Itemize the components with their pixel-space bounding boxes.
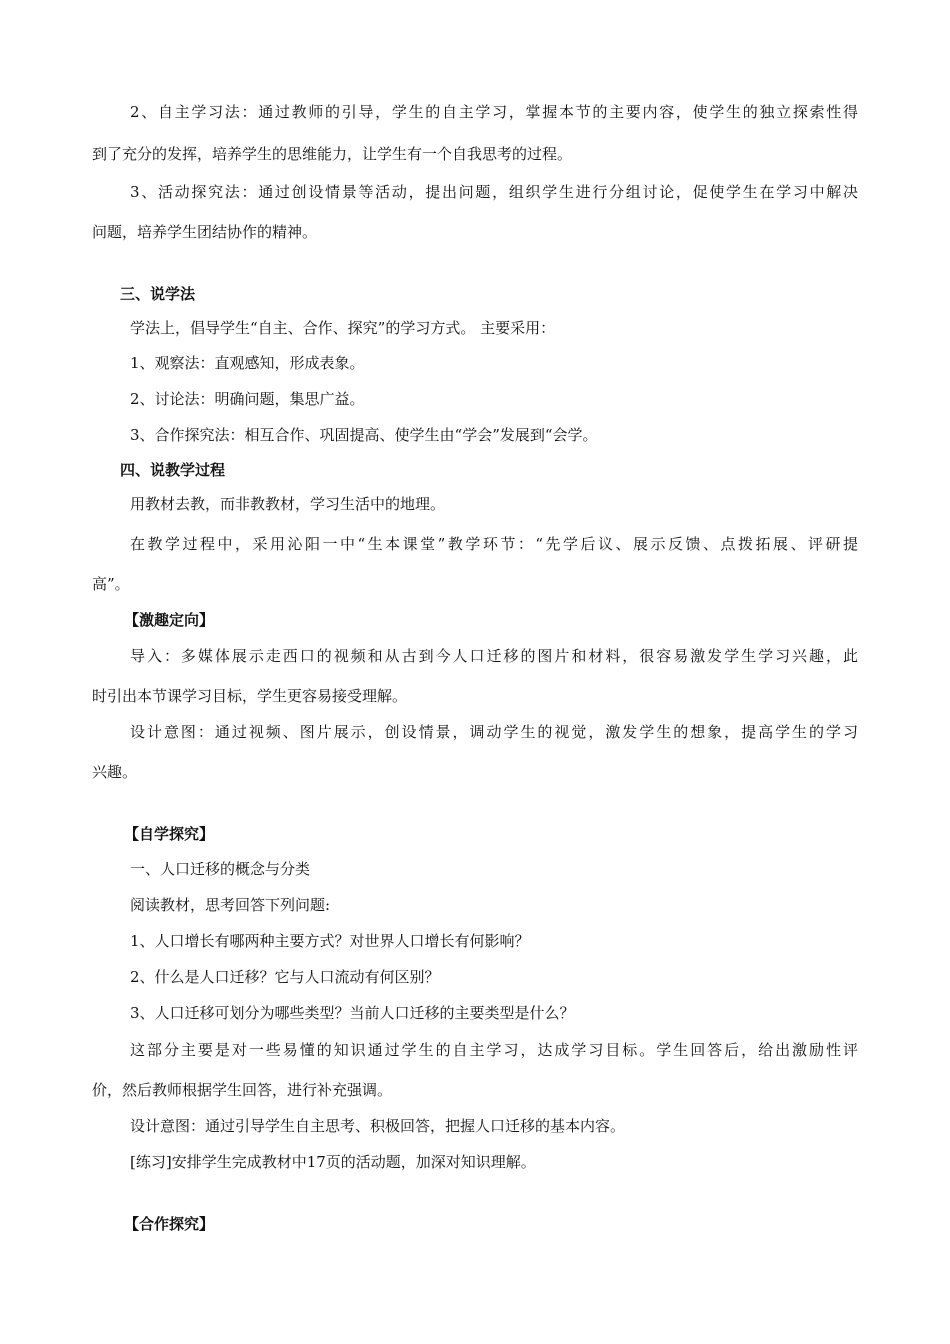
para-design-intent-1-line1: 设计意图：通过视频、图片展示，创设情景，调动学生的视觉，激发学生的想象，提高学生的学习 [130,723,858,741]
para-reading-questions: 阅读教材，思考回答下列问题: [130,896,331,914]
question-3: 3、人口迁移可划分为哪些类型？当前人口迁移的主要类型是什么？ [130,1004,575,1022]
para-observation-method: 1、观察法：直观感知，形成表象。 [130,354,365,372]
para-exercise: [练习]安排学生完成教材中17页的活动题，加深对知识理解。 [130,1153,536,1171]
para-self-study-summary-line1: 这部分主要是对一些易懂的知识通过学生的自主学习，达成学习目标。学生回答后，给出激励性评 [130,1041,858,1059]
heading-learning-methods: 三、说学法 [120,285,196,303]
para-activity-method-line1: 3、活动探究法：通过创设情景等活动，提出问题，组织学生进行分组讨论，促使学生在学习中解决 [130,183,858,201]
section-motivation: 【激趣定向】 [124,611,215,629]
para-design-intent-1-line2: 兴趣。 [92,763,138,781]
section-cooperative-inquiry: 【合作探究】 [124,1215,215,1233]
para-activity-method-line2: 问题，培养学生团结协作的精神。 [92,223,318,241]
para-self-study-method-line2: 到了充分的发挥，培养学生的思维能力，让学生有一个自我思考的过程。 [92,145,573,163]
section-self-study: 【自学探究】 [124,825,215,843]
para-introduction-line1: 导入：多媒体展示走西口的视频和从古到今人口迁移的图片和材料，很容易激发学生学习兴趣，此 [130,647,858,665]
question-2: 2、什么是人口迁移？它与人口流动有何区别？ [130,968,440,986]
para-teaching-steps-line2: 高”。 [92,575,130,593]
question-1: 1、人口增长有哪两种主要方式？对世界人口增长有何影响？ [130,932,530,950]
para-introduction-line2: 时引出本节课学习目标，学生更容易接受理解。 [92,687,408,705]
para-self-study-summary-line2: 价，然后教师根据学生回答，进行补充强调。 [92,1081,393,1099]
para-discussion-method: 2、讨论法：明确问题，集思广益。 [130,390,365,408]
heading-teaching-process: 四、说教学过程 [120,461,226,479]
para-design-intent-2: 设计意图：通过引导学生自主思考、积极回答，把握人口迁移的基本内容。 [130,1117,626,1135]
para-learning-methods-intro: 学法上，倡导学生“自主、合作、探究”的学习方式。 主要采用： [130,319,556,337]
para-teaching-steps-line1: 在教学过程中，采用沁阳一中“生本课堂”教学环节：“先学后议、展示反馈、点拨拓展、评研提 [130,535,858,553]
para-teaching-principle: 用教材去教，而非教教材，学习生活中的地理。 [130,495,446,513]
para-cooperative-method: 3、合作探究法：相互合作、巩固提高、使学生由“学会”发展到“会学。 [130,426,598,444]
para-self-study-method-line1: 2、自主学习法：通过教师的引导，学生的自主学习，掌握本节的主要内容，使学生的独立探索性得 [130,103,858,121]
para-migration-concept: 一、人口迁移的概念与分类 [130,860,311,878]
